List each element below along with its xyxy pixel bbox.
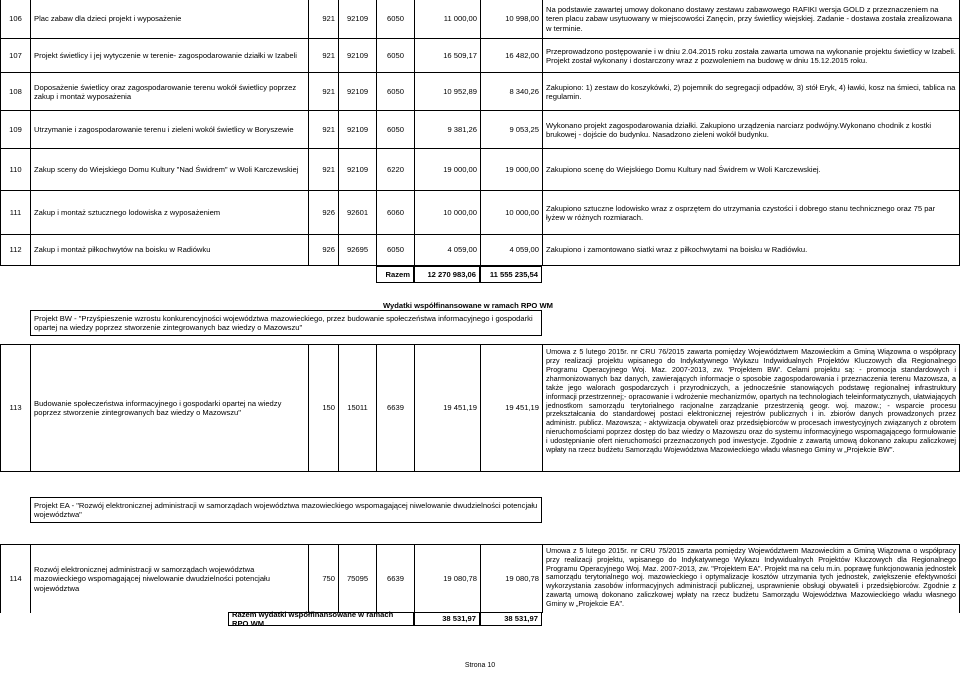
division: 921	[308, 149, 338, 191]
executed-amount: 10 000,00	[480, 191, 542, 235]
paragraph: 6060	[376, 191, 414, 235]
chapter: 92109	[338, 39, 376, 73]
total-executed: 11 555 235,54	[480, 266, 542, 283]
row-number: 106	[0, 0, 30, 38]
paragraph: 6050	[376, 235, 414, 265]
total-label: Razem	[376, 266, 414, 283]
paragraph: 6639	[376, 345, 414, 471]
row-number: 111	[0, 191, 30, 235]
division: 150	[308, 345, 338, 471]
plan-amount: 19 080,78	[414, 545, 480, 613]
table-row	[0, 234, 960, 266]
executed-amount: 10 998,00	[480, 0, 542, 38]
task-name: Rozwój elektronicznej administracji w samorządach województwa mazowieckiego wspomagającej niwelowanie dwudzielności potencjału województwa	[30, 545, 308, 613]
chapter: 75095	[338, 545, 376, 613]
paragraph: 6050	[376, 39, 414, 73]
paragraph: 6050	[376, 73, 414, 111]
table-row	[0, 148, 960, 191]
execution-info: Przeprowadzono postępowanie i w dniu 2.04.2015 roku została zawarta umowa na wykonanie projektu świetlicy w Izabeli. Projekt został wykonany i dostarczony wraz z pozwoleniem na budowę w dniu 15.12.2015 roku.	[542, 39, 960, 73]
project-ea-title: Projekt EA - "Rozwój elektronicznej administracji w samorządach województwa mazowieckiego wspomagającej niwelowanie dwudzielności potencjału województwa"	[30, 497, 542, 523]
execution-info: Zakupiono scenę do Wiejskiego Domu Kultury nad Świdrem w Woli Karczewskiej.	[542, 149, 960, 191]
plan-amount: 10 000,00	[414, 191, 480, 235]
rpo-section-header: Wydatki współfinansowane w ramach RPO WM	[383, 301, 553, 310]
paragraph: 6639	[376, 545, 414, 613]
table-row	[0, 38, 960, 73]
table-row	[0, 0, 960, 38]
task-name: Zakup i montaż piłkochwytów na boisku w Radiówku	[30, 235, 308, 265]
execution-info: Zakupiono: 1) zestaw do koszykówki, 2) pojemnik do segregacji odpadów, 3) stół Eryk, 4) ławki, kosz na śmieci, tablica na regulamin.	[542, 73, 960, 111]
chapter: 15011	[338, 345, 376, 471]
row-number: 112	[0, 235, 30, 265]
chapter: 92109	[338, 73, 376, 111]
row-number: 113	[0, 345, 30, 471]
executed-amount: 4 059,00	[480, 235, 542, 265]
executed-amount: 8 340,26	[480, 73, 542, 111]
task-name: Zakup i montaż sztucznego lodowiska z wyposażeniem	[30, 191, 308, 235]
plan-amount: 19 451,19	[414, 345, 480, 471]
chapter: 92109	[338, 0, 376, 38]
plan-amount: 10 952,89	[414, 73, 480, 111]
executed-amount: 16 482,00	[480, 39, 542, 73]
table-row	[0, 110, 960, 149]
chapter: 92109	[338, 149, 376, 191]
executed-amount: 19 000,00	[480, 149, 542, 191]
plan-amount: 4 059,00	[414, 235, 480, 265]
task-name: Utrzymanie i zagospodarowanie terenu i zieleni wokół świetlicy w Boryszewie	[30, 111, 308, 149]
paragraph: 6220	[376, 149, 414, 191]
plan-amount: 11 000,00	[414, 0, 480, 38]
division: 921	[308, 73, 338, 111]
rpo-total-executed: 38 531,97	[480, 612, 542, 626]
total-plan: 12 270 983,06	[414, 266, 480, 283]
row-number: 114	[0, 545, 30, 613]
table-row	[0, 544, 960, 613]
chapter: 92109	[338, 111, 376, 149]
chapter: 92695	[338, 235, 376, 265]
table-row	[0, 190, 960, 235]
execution-info: Na podstawie zawartej umowy dokonano dostawy zestawu zabawowego RAFIKI wersja GOLD z przeznaczeniem na teren placu zabaw usytuowany w miejscowości Zanęcin, przy świetlicy wiejskiej. Zadanie - dostawa została zrealizowana w terminie.	[542, 0, 960, 38]
project-bw-title: Projekt BW - "Przyśpieszenie wzrostu konkurencyjności województwa mazowieckiego, przez budowanie społeczeństwa informacyjnego i gospodarki opartej na wiedzy poprzez stworzenie zintegrowanych baz wiedzy o Mazowszu"	[30, 310, 542, 336]
plan-amount: 19 000,00	[414, 149, 480, 191]
executed-amount: 19 451,19	[480, 345, 542, 471]
table-row	[0, 344, 960, 472]
execution-info: Zakupiono sztuczne lodowisko wraz z osprzętem do utrzymania czystości i dobrego stanu technicznego oraz 75 par łyżew w różnych rozmiarach.	[542, 191, 960, 235]
execution-info: Umowa z 5 lutego 2015r. nr CRU 76/2015 zawarta pomiędzy Województwem Mazowieckim a Gminą Wiązowna o współpracy przy realizacji projektu wpisanego do Indykatywnego Wykazu Indywidualnych Projektów Kluczowych dla Regionalnego Programu Operacyjnego Woj. Maz. 2007-2013, zw. 'Projektem BW'. Celami projektu są: - promocja standardowych i zharmonizowanych baz danych, zawierających informacje o sposobie zagospodarowania i przeznaczenia terenu Mazowsza, a także jego walorach gospodarczych i przyrodniczych, a jednocześnie stanowiących podstawę regionalnej infrastruktury informacji przestrzennej;- opracowanie i wdrożenie mechanizmów, opartych na technologiach teleinformatycznych, ułatwiających jednostkom samorządu terytorialnego racjonalne zarządzanie przestrzenią geogr. woj. mazow.; - wsparcie procesu przekształcania do standardowej postaci elektronicznej rejestrów publicznych i in. zbiorów danych prowadzonych przez administr. publicz. Mazowsza; - aktywizacja obywateli oraz przedsiębiorców w procesach inwestycyjnych związanych z obrotem nieruchomościami poprzez dostęp do baz wiedzy o Mazowszu oraz do systemu informacyjnego wspomagającego formułowanie i udostępnianie ofert nieruchomości przeznaczonych pod inwestycje. Zgodnie z zawartą umową dokonano zakupu zaliczkowej wpłaty na rzecz budżetu Samorządu Województwa Mazowieckiego władu własnego Gminy w „Projekcie BW".	[542, 345, 960, 471]
task-name: Doposażenie świetlicy oraz zagospodarowanie terenu wokół świetlicy poprzez zakup i montaż wyposażenia	[30, 73, 308, 111]
task-name: Plac zabaw dla dzieci projekt i wyposażenie	[30, 0, 308, 38]
task-name: Budowanie społeczeństwa informacyjnego i gospodarki opartej na wiedzy poprzez stworzenie zintegrowanych baz wiedzy o Mazowszu"	[30, 345, 308, 471]
row-number: 110	[0, 149, 30, 191]
chapter: 92601	[338, 191, 376, 235]
task-name: Zakup sceny do Wiejskiego Domu Kultury "Nad Świdrem" w Woli Karczewskiej	[30, 149, 308, 191]
division: 921	[308, 0, 338, 38]
division: 926	[308, 235, 338, 265]
plan-amount: 9 381,26	[414, 111, 480, 149]
rpo-total-label: Razem wydatki współfinansowane w ramach RPO WM	[228, 612, 414, 626]
page-number: Strona 10	[464, 662, 496, 669]
division: 750	[308, 545, 338, 613]
execution-info: Wykonano projekt zagospodarowania działki. Zakupiono urządzenia narciarz podwójny.Wykonano chodnik z kostki brukowej - dojście do budynku. Nasadzono zieleni wokół budynku.	[542, 111, 960, 149]
row-number: 108	[0, 73, 30, 111]
division: 921	[308, 39, 338, 73]
row-number: 109	[0, 111, 30, 149]
table-row	[0, 72, 960, 111]
executed-amount: 19 080,78	[480, 545, 542, 613]
execution-info: Zakupiono i zamontowano siatki wraz z piłkochwytami na boisku w Radiówku.	[542, 235, 960, 265]
division: 921	[308, 111, 338, 149]
executed-amount: 9 053,25	[480, 111, 542, 149]
plan-amount: 16 509,17	[414, 39, 480, 73]
paragraph: 6050	[376, 111, 414, 149]
row-number: 107	[0, 39, 30, 73]
paragraph: 6050	[376, 0, 414, 38]
execution-info: Umowa z 5 lutego 2015r. nr CRU 75/2015 zawarta pomiędzy Województwem Mazowieckim a Gminą Wiązowna o współpracy przy realizacji projektu, wpisanego do Indykatywnego Wykazu Indywidualnych Projektów Kluczowych dla Regionalnego Programu Operacyjnego Woj. Maz. 2007-2013, zw. "Projektem EA". Projekt ma na celu m.in. poprawę funkcjonowania jednostek samorządu terytorialnego woj. mazowieckiego i optymalizacje kosztów utrzymania tych jednostek, zwiększenie efektywności wykorzystania zasobów informacyjnych administracji publicznej, usprawnienie obsługi obywateli i przedsiębiorców. Zgodnie z zawartą umową dokonano zaliczkowej wpłaty na rzecz budżetu Samorządu Województwa Mazowieckiego władu własnego Gminy w „Projekcie EA".	[542, 545, 960, 613]
rpo-total-plan: 38 531,97	[414, 612, 480, 626]
division: 926	[308, 191, 338, 235]
task-name: Projekt świetlicy i jej wytyczenie w terenie- zagospodarowanie działki w Izabeli	[30, 39, 308, 73]
